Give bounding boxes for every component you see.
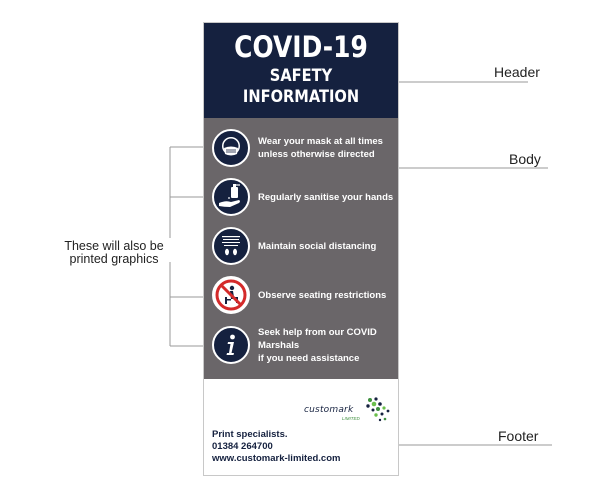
customark-logo <box>304 396 394 424</box>
body-annotation: Body <box>509 151 541 167</box>
header-annotation: Header <box>494 64 540 80</box>
header-subtitle-line2: INFORMATION <box>242 87 360 107</box>
item-line1: Regularly sanitise your hands <box>258 191 394 203</box>
item-line1: Maintain social distancing <box>258 240 377 252</box>
safety-item-mask <box>212 129 396 169</box>
footer-annotation: Footer <box>498 428 539 444</box>
safety-banner <box>203 22 399 476</box>
no-seating-icon <box>212 276 250 314</box>
icons-note-annotation <box>58 240 170 266</box>
safety-item-sanitise <box>212 178 396 218</box>
safety-item-text <box>258 326 398 364</box>
header-subtitle-line1: SAFETY <box>269 66 333 86</box>
safety-item-text <box>258 227 398 265</box>
icons-note-line2: printed graphics <box>69 252 159 266</box>
item-line1: Observe seating restrictions <box>258 289 387 301</box>
logo-subtext: LIMITED <box>342 416 360 421</box>
logo-dots-icon <box>362 396 392 424</box>
safety-item-seating <box>212 276 396 316</box>
safety-item-text <box>258 178 398 216</box>
item-line1: Wear your mask at all times <box>258 136 383 147</box>
banner-footer <box>204 379 398 475</box>
icons-note-line1: These will also be <box>64 239 164 253</box>
banner-header <box>204 23 398 118</box>
safety-item-text <box>258 129 398 167</box>
information-icon <box>212 326 250 364</box>
face-mask-icon <box>212 129 250 167</box>
item-line1: Seek help from our COVID Marshals <box>258 326 377 351</box>
footer-website: www.customark-limited.com <box>212 453 341 464</box>
banner-body <box>204 118 398 379</box>
header-title: COVID-19 <box>234 30 368 64</box>
footer-tagline: Print specialists. <box>212 429 288 440</box>
safety-item-help <box>212 326 396 366</box>
item-line2: unless otherwise directed <box>258 149 375 160</box>
logo-wordmark: customark <box>304 405 354 415</box>
footer-phone: 01384 264700 <box>212 441 273 452</box>
safety-item-distancing <box>212 227 396 267</box>
hand-sanitiser-icon <box>212 178 250 216</box>
social-distancing-icon <box>212 227 250 265</box>
safety-item-text <box>258 276 398 314</box>
item-line2: if you need assistance <box>258 352 360 364</box>
